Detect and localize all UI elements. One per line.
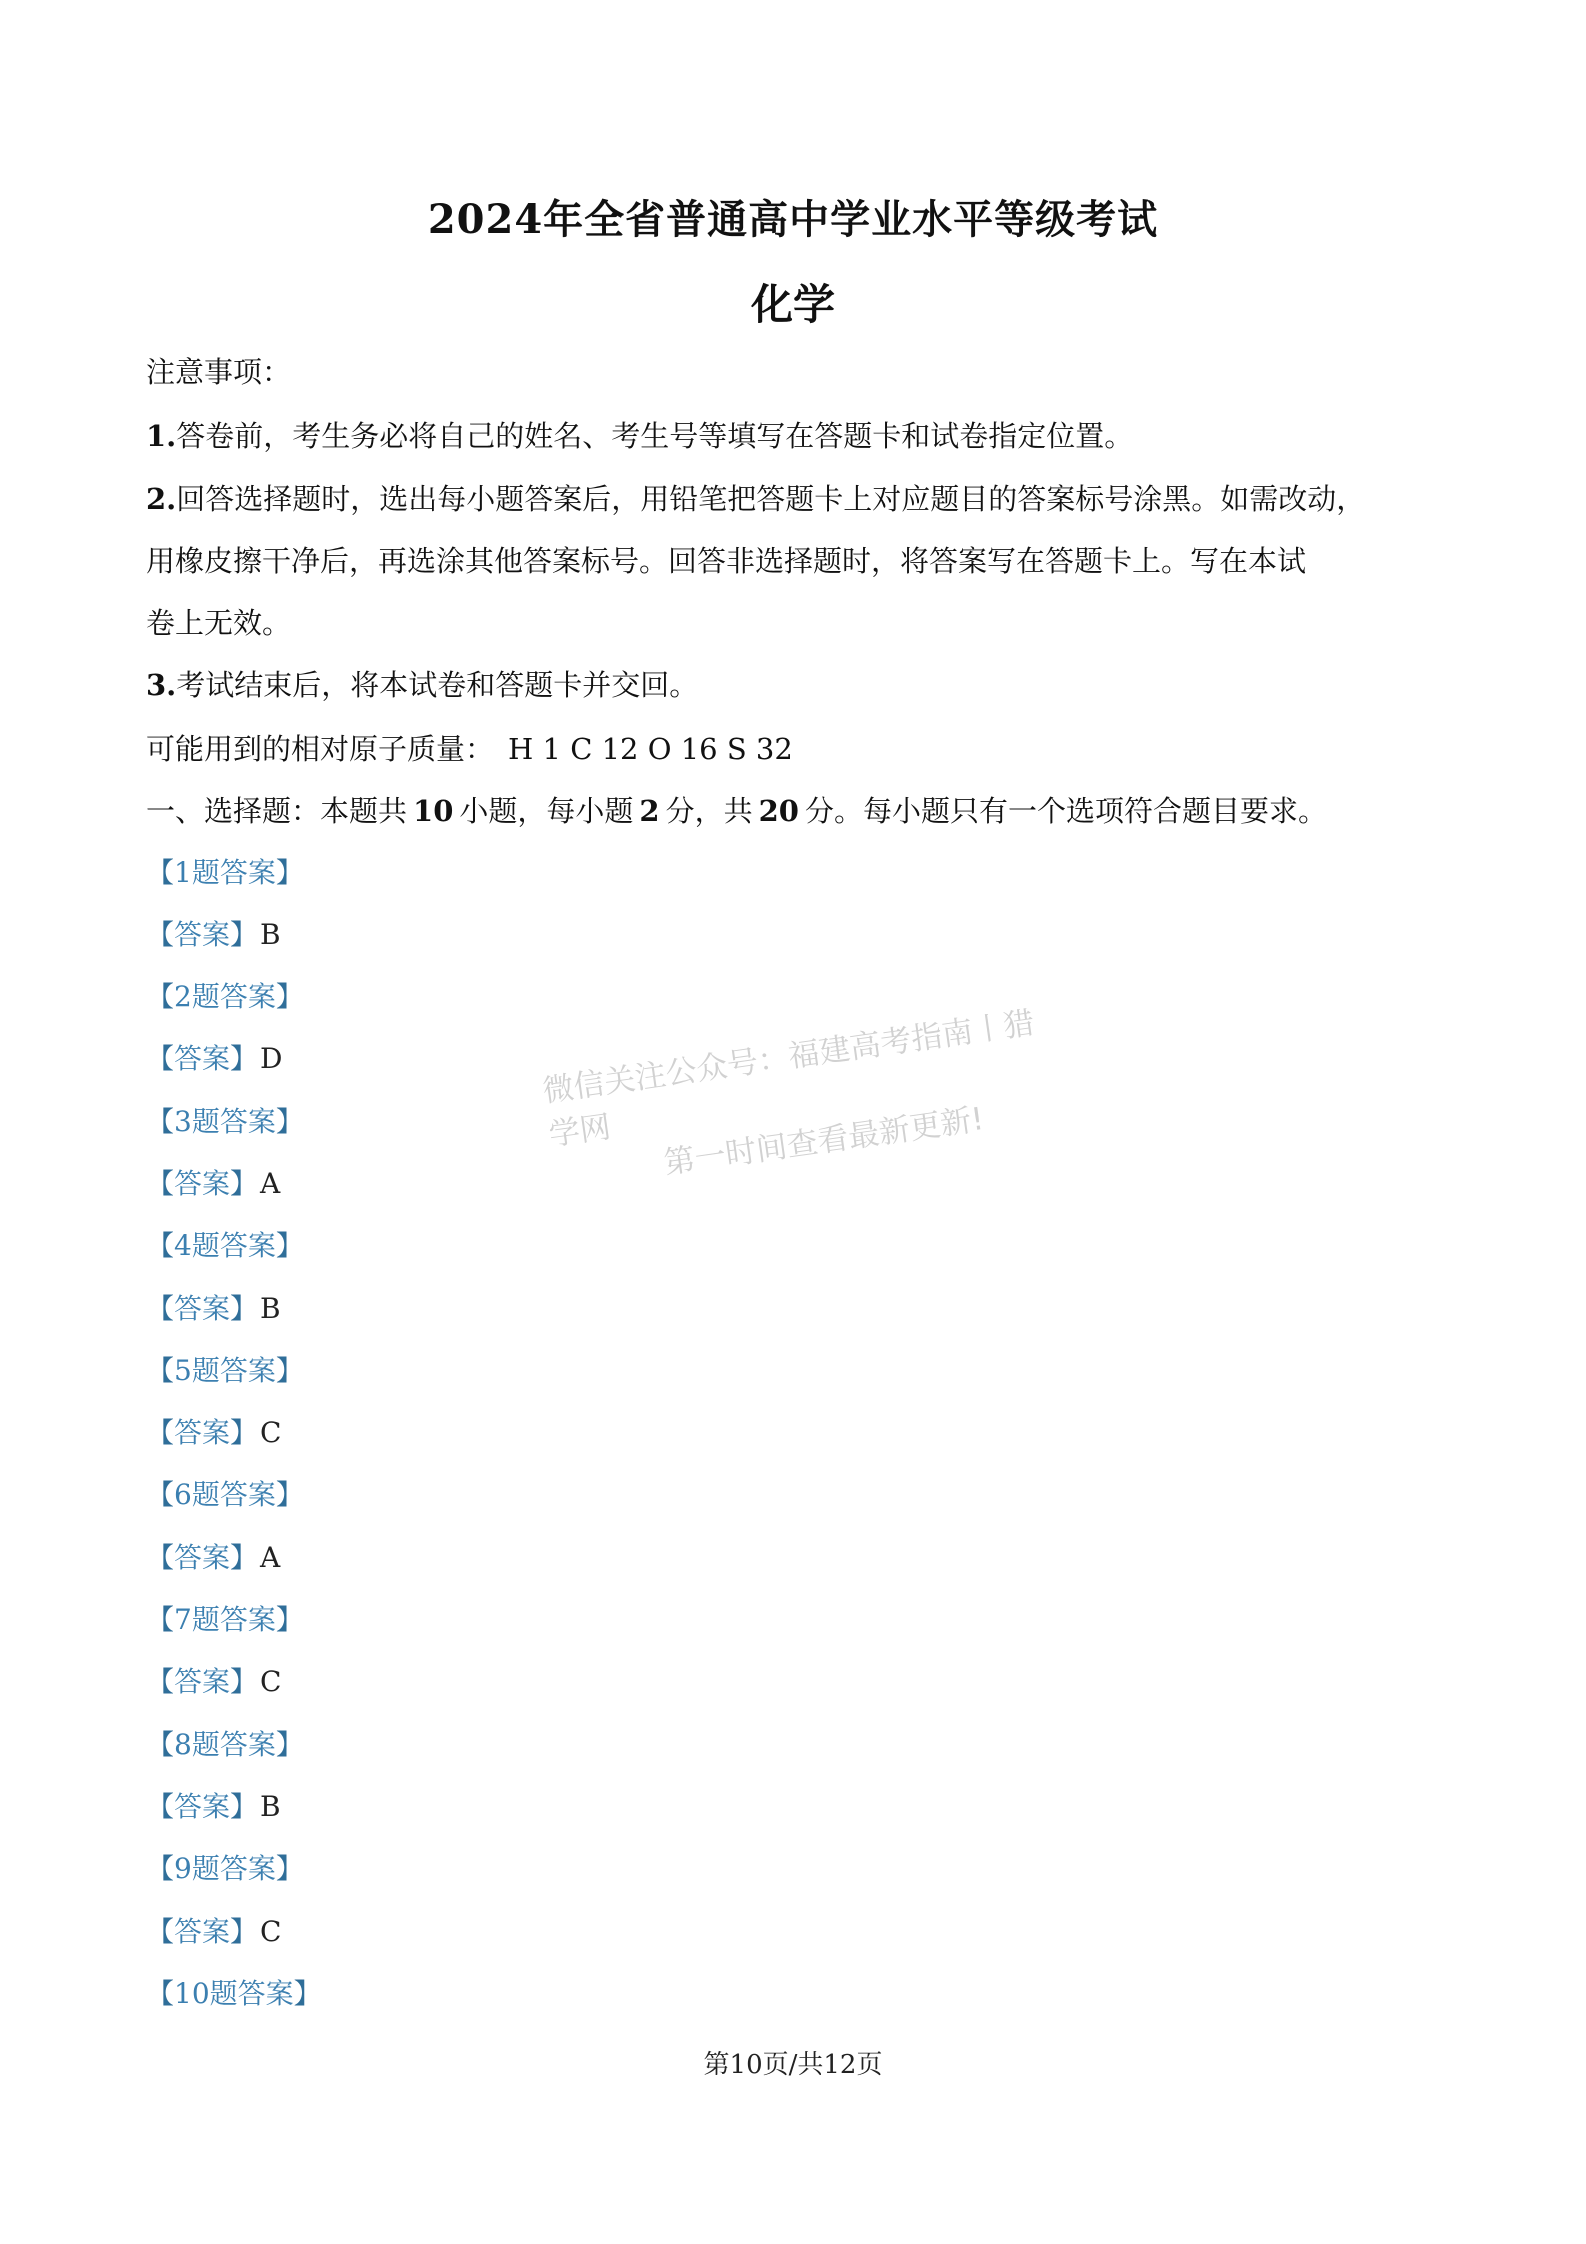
question-7-answer: [146, 1665, 281, 1699]
answer-value: C: [260, 1665, 282, 1698]
bracket-right: 】: [275, 1354, 304, 1387]
question-5-answer: [146, 1416, 281, 1450]
page-number: 第10页/共12页: [703, 2050, 883, 2080]
bracket-right: 】: [275, 856, 304, 889]
bracket-left: 【: [146, 1728, 175, 1761]
note-item-2-text-1: 回答选择题时，选出每小题答案后，用铅笔把答题卡上对应题目的答案标号涂黑。如需改动，: [176, 482, 1366, 516]
atomic-masses-label: 可能用到的相对原子质量：: [146, 732, 495, 766]
bracket-left: 【: [146, 1852, 175, 1885]
question-5-header: [146, 1354, 304, 1388]
question-8-header: [146, 1728, 304, 1762]
section-1-text-a: 一、选择题：本题共: [146, 794, 408, 828]
bracket-left: 【: [146, 918, 175, 951]
bracket-right: 】: [275, 1728, 304, 1761]
answer-label: 答案: [174, 1665, 231, 1698]
notes-heading: 注意事项：: [146, 355, 292, 389]
answer-value: B: [260, 1790, 281, 1823]
question-10-header: [146, 1977, 322, 2011]
note-item-1-number: 1.: [146, 419, 177, 453]
question-3-header: [146, 1105, 304, 1139]
bracket-left: 【: [146, 1915, 175, 1948]
bracket-right: 】: [275, 1105, 304, 1138]
answer-value: C: [260, 1416, 282, 1449]
bracket-right: 】: [275, 1852, 304, 1885]
question-1-answer: [146, 918, 281, 952]
question-5-label: 5题答案: [174, 1354, 276, 1387]
note-item-2-line-1: [146, 481, 1365, 517]
question-4-answer: [146, 1292, 281, 1326]
section-1-total-points: 20: [758, 794, 799, 828]
question-6-header: [146, 1478, 304, 1512]
question-6-answer: [146, 1541, 280, 1575]
answer-label: 答案: [174, 1541, 231, 1574]
note-item-1: [146, 418, 1133, 454]
bracket-left: 【: [146, 1603, 175, 1636]
section-1-heading: [146, 793, 1327, 829]
bracket-right: 】: [293, 1977, 322, 2010]
bracket-right: 】: [230, 1541, 259, 1574]
question-1-header: [146, 856, 304, 890]
watermark: [540, 998, 1073, 1201]
section-1-question-count: 10: [413, 794, 454, 828]
question-9-label: 9题答案: [174, 1852, 276, 1885]
bracket-right: 】: [275, 1603, 304, 1636]
answer-value: B: [260, 1292, 281, 1325]
note-item-2-line-3: 卷上无效。: [146, 606, 292, 640]
question-7-label: 7题答案: [174, 1603, 276, 1636]
bracket-left: 【: [146, 1790, 175, 1823]
bracket-left: 【: [146, 1292, 175, 1325]
bracket-left: 【: [146, 1541, 175, 1574]
answer-label: 答案: [174, 1790, 231, 1823]
bracket-right: 】: [230, 1665, 259, 1698]
bracket-left: 【: [146, 1042, 175, 1075]
bracket-left: 【: [146, 980, 175, 1013]
question-2-label: 2题答案: [174, 980, 276, 1013]
answer-label: 答案: [174, 1042, 231, 1075]
note-item-2-line-2: 用橡皮擦干净后，再选涂其他答案标号。回答非选择题时，将答案写在答题卡上。写在本试: [146, 544, 1307, 578]
bracket-left: 【: [146, 1665, 175, 1698]
question-8-answer: [146, 1790, 281, 1824]
bracket-right: 】: [275, 1229, 304, 1262]
watermark-line-1: 微信关注公众号：福建高考指南丨猎学网: [540, 1004, 1037, 1154]
bracket-right: 】: [230, 1292, 259, 1325]
answer-label: 答案: [174, 1416, 231, 1449]
note-item-3-number: 3.: [146, 668, 177, 702]
bracket-left: 【: [146, 1105, 175, 1138]
answer-label: 答案: [174, 1915, 231, 1948]
bracket-left: 【: [146, 1229, 175, 1262]
question-4-label: 4题答案: [174, 1229, 276, 1262]
bracket-left: 【: [146, 1167, 175, 1200]
answer-label: 答案: [174, 1167, 231, 1200]
exam-title: 2024年全省普通高中学业水平等级考试: [427, 196, 1159, 243]
bracket-left: 【: [146, 856, 175, 889]
subject-title: 化学: [750, 280, 835, 329]
question-10-label: 10题答案: [174, 1977, 294, 2010]
section-1-text-b: 小题，每小题: [459, 794, 634, 828]
question-2-header: [146, 980, 304, 1014]
note-item-3: [146, 667, 698, 703]
question-1-label: 1题答案: [174, 856, 276, 889]
note-item-3-text: 考试结束后，将本试卷和答题卡并交回。: [176, 668, 699, 702]
bracket-right: 】: [275, 1478, 304, 1511]
bracket-right: 】: [230, 1416, 259, 1449]
answer-value: A: [260, 1167, 281, 1200]
bracket-right: 】: [230, 1915, 259, 1948]
bracket-right: 】: [275, 980, 304, 1013]
question-6-label: 6题答案: [174, 1478, 276, 1511]
section-1-points-each: 2: [639, 794, 660, 828]
bracket-left: 【: [146, 1416, 175, 1449]
bracket-left: 【: [146, 1354, 175, 1387]
answer-label: 答案: [174, 1292, 231, 1325]
bracket-left: 【: [146, 1977, 175, 2010]
atomic-masses-values: H 1 C 12 O 16 S 32: [508, 732, 793, 766]
section-1-text-d: 分。每小题只有一个选项符合题目要求。: [804, 794, 1327, 828]
answer-value: C: [260, 1915, 282, 1948]
atomic-masses: [146, 731, 793, 767]
question-3-label: 3题答案: [174, 1105, 276, 1138]
question-8-label: 8题答案: [174, 1728, 276, 1761]
answer-value: A: [260, 1541, 281, 1574]
note-item-1-text: 答卷前，考生务必将自己的姓名、考生号等填写在答题卡和试卷指定位置。: [176, 419, 1134, 453]
question-9-header: [146, 1852, 304, 1886]
answer-value: B: [260, 918, 281, 951]
bracket-right: 】: [230, 1042, 259, 1075]
question-4-header: [146, 1229, 304, 1263]
question-9-answer: [146, 1915, 281, 1949]
watermark-line-2: 第一时间查看最新更新!: [661, 1100, 987, 1182]
bracket-right: 】: [230, 1167, 259, 1200]
section-1-text-c: 分，共: [665, 794, 753, 828]
bracket-right: 】: [230, 1790, 259, 1823]
question-7-header: [146, 1603, 304, 1637]
note-item-2-number: 2.: [146, 482, 177, 516]
question-2-answer: [146, 1042, 283, 1076]
bracket-left: 【: [146, 1478, 175, 1511]
bracket-right: 】: [230, 918, 259, 951]
question-3-answer: [146, 1167, 280, 1201]
answer-value: D: [260, 1042, 283, 1075]
answer-label: 答案: [174, 918, 231, 951]
